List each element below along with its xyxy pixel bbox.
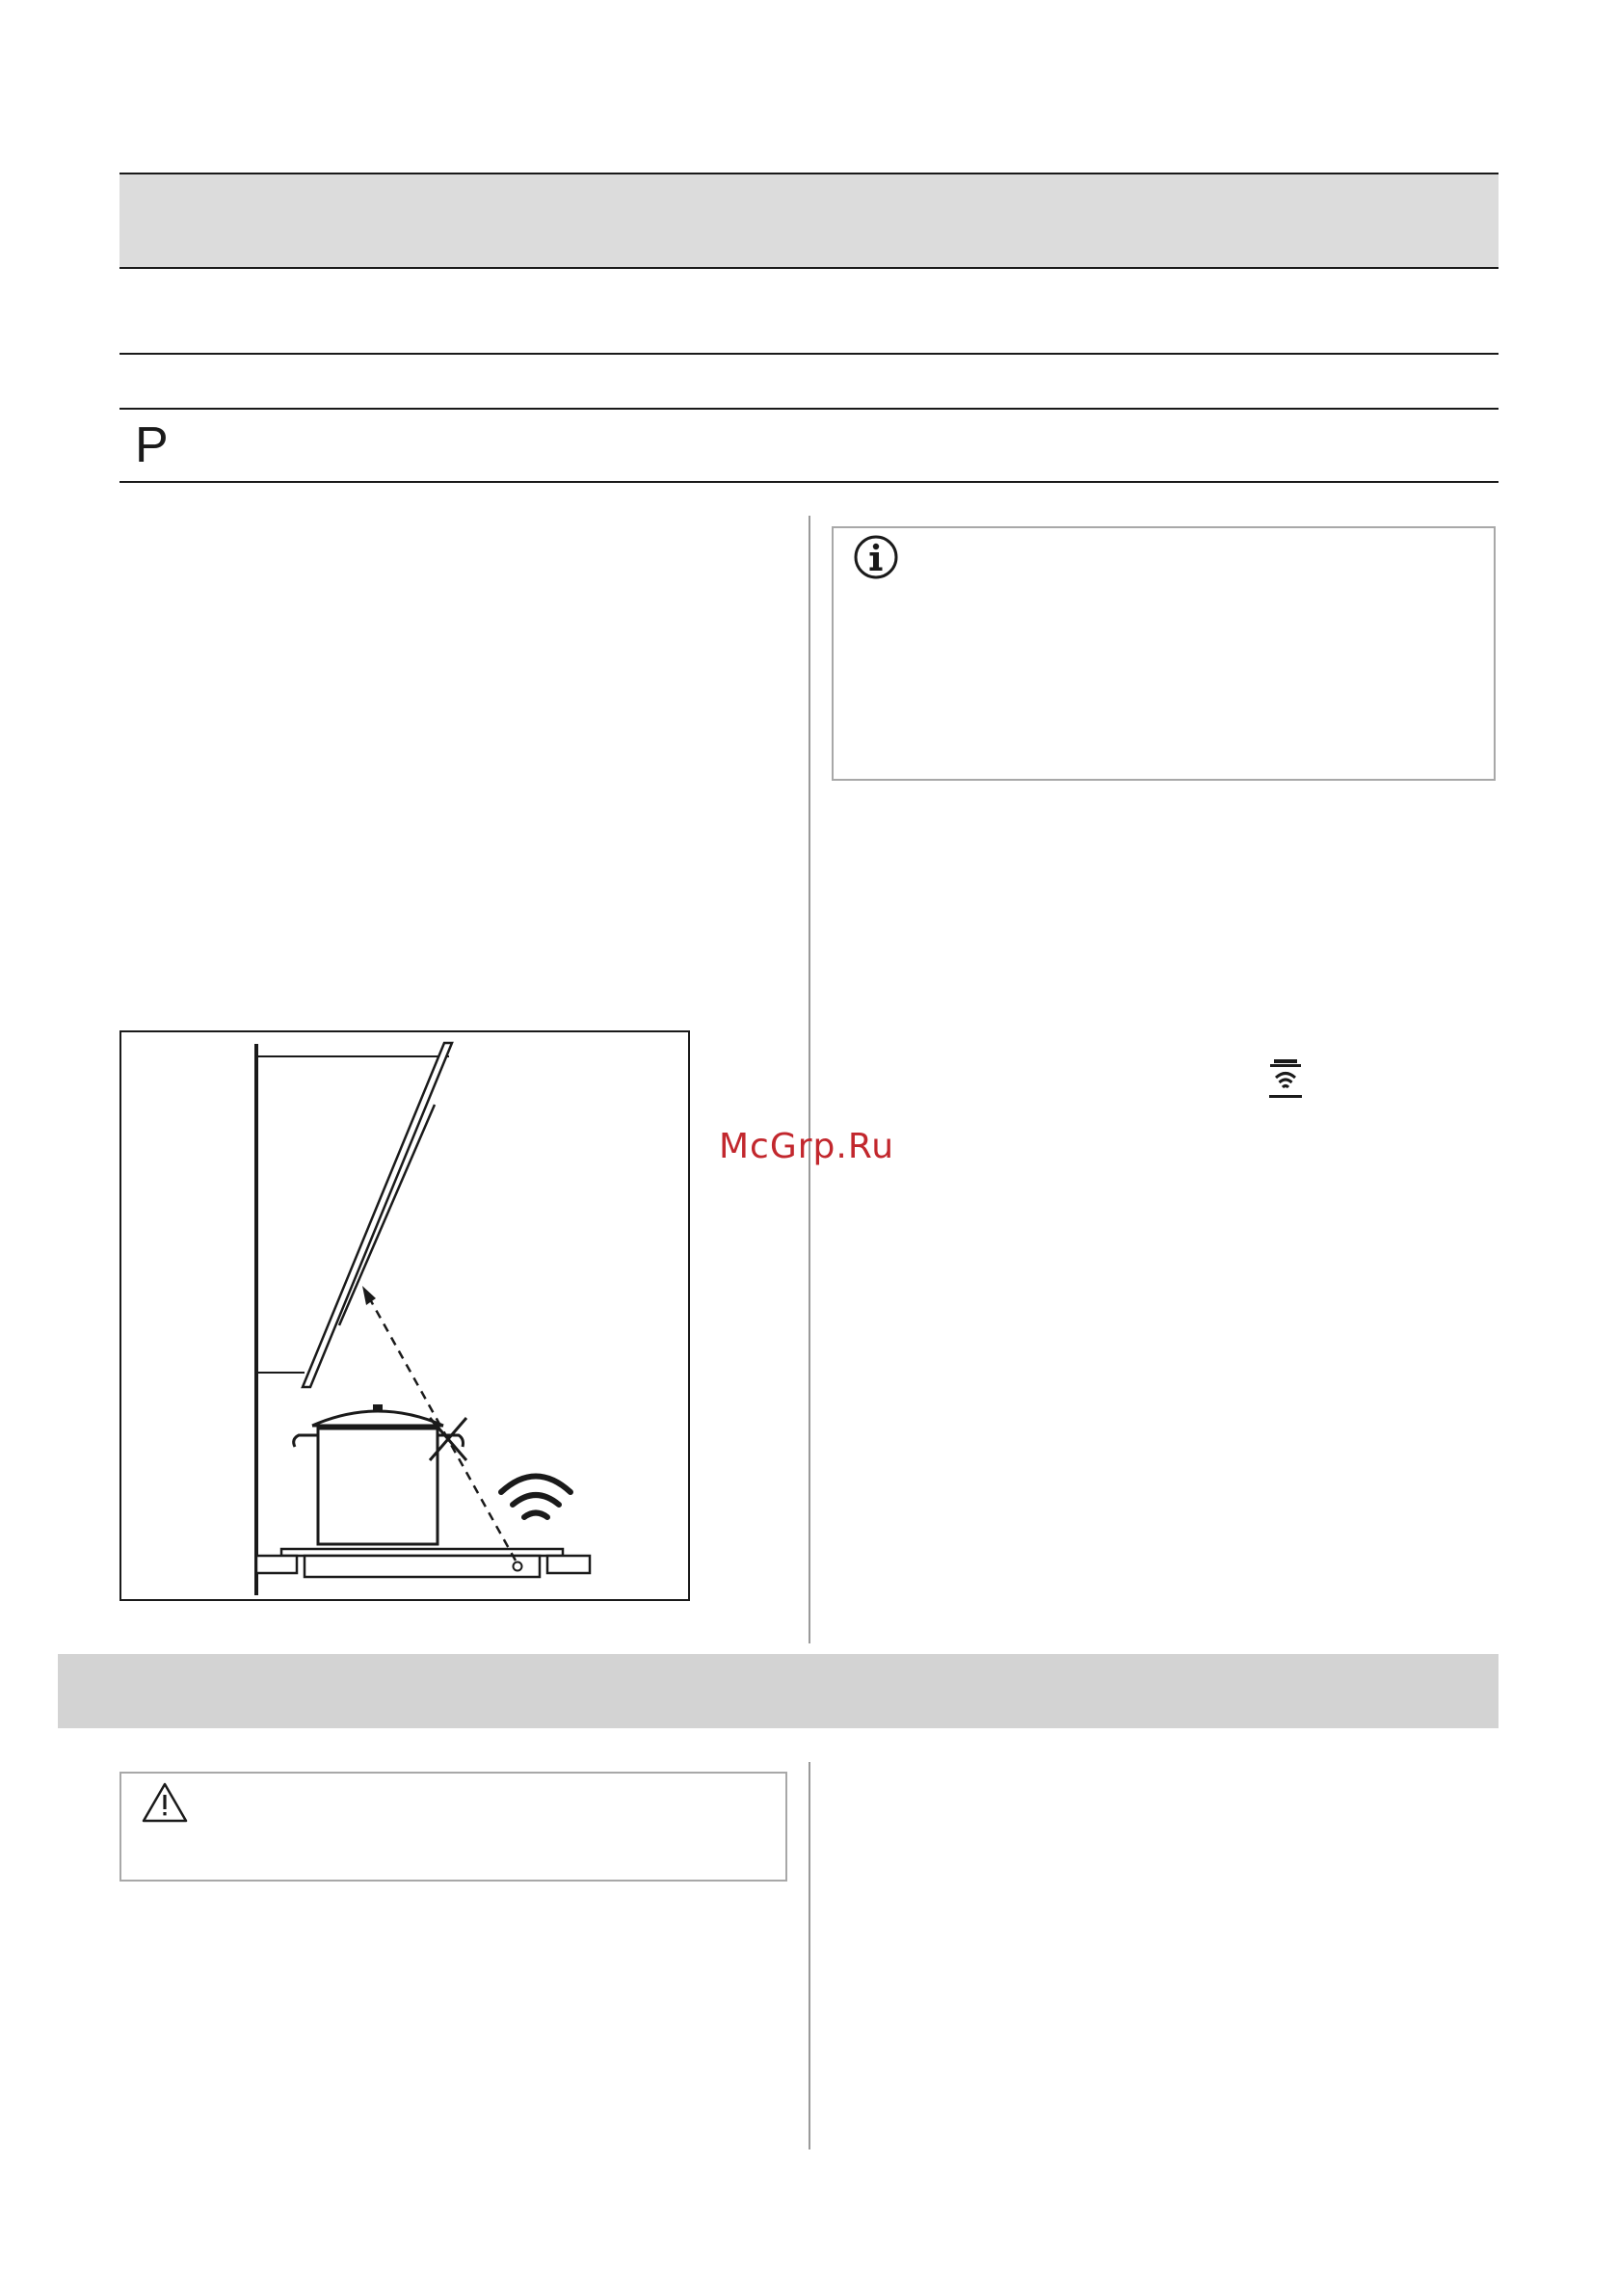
table-header-rule — [119, 267, 1499, 269]
hob-body — [305, 1556, 540, 1577]
info-icon — [853, 534, 899, 580]
table-row-symbol: P — [135, 417, 169, 473]
table-row-rule-2 — [119, 408, 1499, 410]
warning-note-box — [119, 1772, 787, 1882]
table-row-rule-1 — [119, 353, 1499, 355]
column-divider-bottom — [809, 1762, 810, 2149]
hob-sensor — [514, 1562, 522, 1571]
watermark: McGrp.Ru — [719, 1127, 895, 1166]
cabinet-left — [256, 1556, 297, 1573]
table-header — [119, 174, 1499, 267]
warning-triangle-icon — [141, 1781, 189, 1824]
hob-to-hood-wireless-icon — [1268, 1058, 1303, 1101]
pot-body — [318, 1428, 438, 1544]
cabinet-right — [547, 1556, 590, 1573]
hob-hood-illustration — [119, 1030, 690, 1601]
column-divider-top — [809, 516, 810, 1643]
table-bottom-rule — [119, 481, 1499, 483]
info-note-box — [832, 526, 1496, 781]
section-heading-band — [58, 1654, 1499, 1728]
table-top-rule — [119, 173, 1499, 174]
